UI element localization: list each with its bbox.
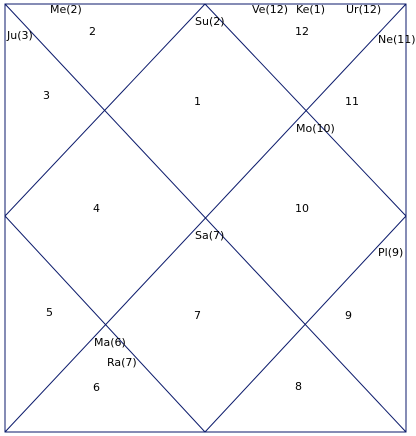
planet-mercury: Me(2) bbox=[50, 3, 82, 16]
planet-mars: Ma(6) bbox=[94, 336, 126, 349]
house-number-5: 5 bbox=[46, 306, 53, 319]
planet-uranus: Ur(12) bbox=[346, 3, 382, 16]
house-number-12: 12 bbox=[295, 25, 309, 38]
planet-saturn: Sa(7) bbox=[195, 229, 225, 242]
planet-neptune: Ne(11) bbox=[378, 33, 416, 46]
planet-pluto: Pl(9) bbox=[378, 246, 404, 259]
house-number-3: 3 bbox=[43, 89, 50, 102]
house-number-11: 11 bbox=[345, 95, 359, 108]
house-number-8: 8 bbox=[295, 380, 302, 393]
house-number-10: 10 bbox=[295, 202, 309, 215]
house-number-6: 6 bbox=[93, 381, 100, 394]
house-number-4: 4 bbox=[93, 202, 100, 215]
planet-rahu: Ra(7) bbox=[107, 356, 137, 369]
house-number-1: 1 bbox=[194, 95, 201, 108]
house-number-9: 9 bbox=[345, 309, 352, 322]
house-number-7: 7 bbox=[194, 309, 201, 322]
planet-ketu: Ke(1) bbox=[296, 3, 326, 16]
planet-venus: Ve(12) bbox=[252, 3, 289, 16]
planet-sun: Su(2) bbox=[195, 15, 225, 28]
planet-jupiter: Ju(3) bbox=[7, 29, 33, 42]
house-number-2: 2 bbox=[89, 25, 96, 38]
planet-moon: Mo(10) bbox=[296, 122, 335, 135]
